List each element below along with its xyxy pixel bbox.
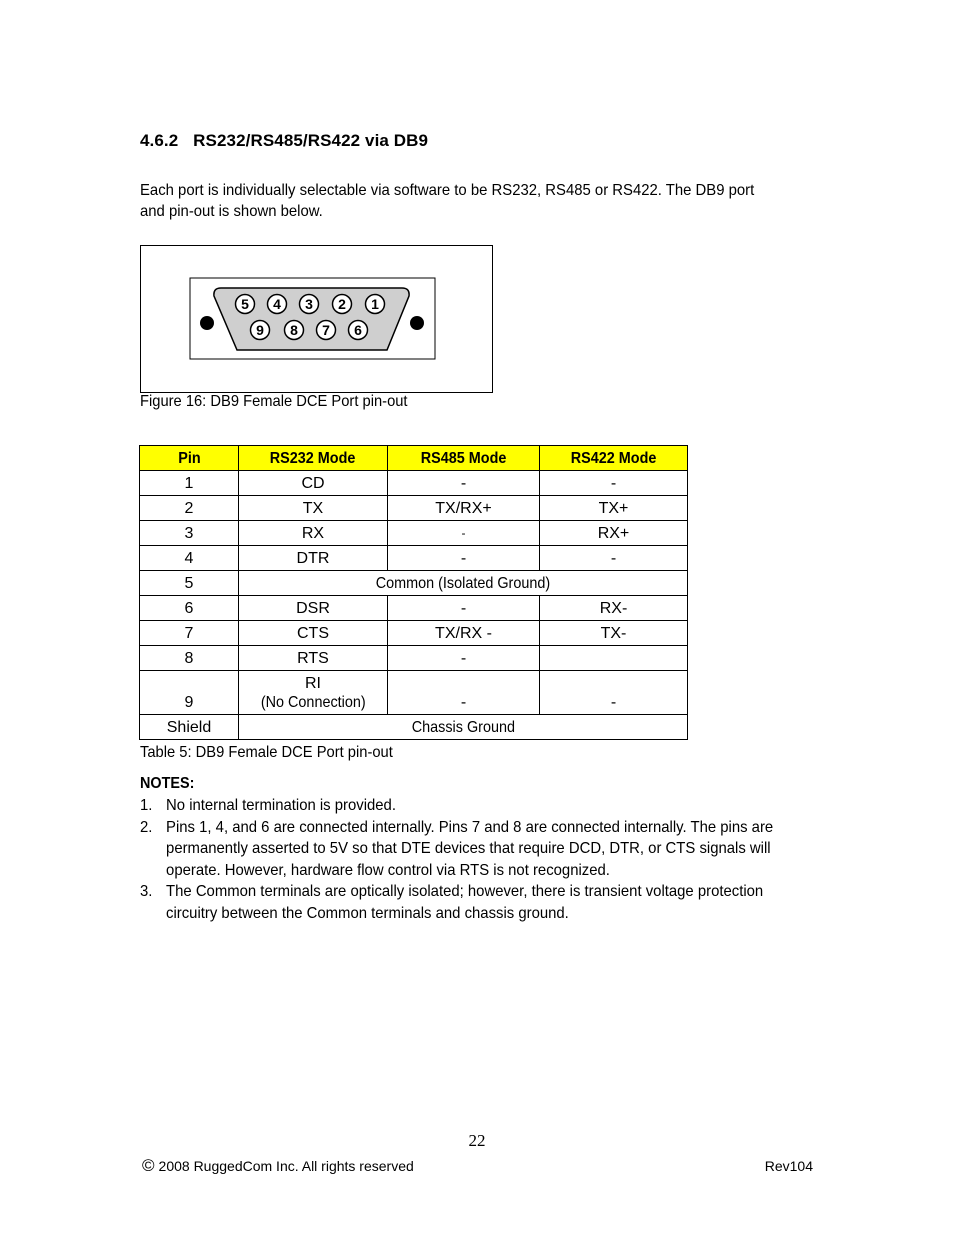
- cell: -: [388, 546, 540, 571]
- cell: DSR: [239, 596, 388, 621]
- intro-paragraph: Each port is individually selectable via software to be RS232, RS485 or RS422. The DB9 port and pin-out is shown below.: [140, 182, 755, 220]
- cell: 5: [140, 571, 239, 596]
- header-rs485: RS485 Mode: [388, 446, 540, 471]
- cell: RX+: [540, 521, 688, 546]
- cell: -: [388, 471, 540, 496]
- copyright-symbol: ©: [142, 1156, 155, 1175]
- cell: -: [540, 671, 688, 715]
- cell: 2: [140, 496, 239, 521]
- db9-figure: [140, 245, 493, 393]
- cell: Common (Isolated Ground): [239, 571, 688, 596]
- pin-4-label: 4: [273, 296, 281, 312]
- cell: TX+: [540, 496, 688, 521]
- cell: [540, 646, 688, 671]
- list-item: 2. Pins 1, 4, and 6 are connected internally. Pins 7 and 8 are connected internally. The pins are permanently asserted to 5V so that DTE devices that require DCD, DTR, or CTS signals will operate. However, hardware flow control via RTS is not recognized.: [140, 818, 774, 879]
- list-item: 1. No internal termination is provided.: [140, 797, 396, 814]
- cell: DTR: [239, 546, 388, 571]
- pinout-table: [139, 445, 688, 740]
- footer-copyright: [142, 1156, 414, 1176]
- table-row: [140, 546, 688, 571]
- table-caption: Table 5: DB9 Female DCE Port pin-out: [140, 744, 393, 761]
- cell: -: [388, 646, 540, 671]
- header-rs232: RS232 Mode: [239, 446, 388, 471]
- cell: -: [388, 596, 540, 621]
- pin-5-label: 5: [241, 296, 249, 312]
- table-row: [140, 671, 688, 715]
- cell: RX: [239, 521, 388, 546]
- list-item: 3. The Common terminals are optically isolated; however, there is transient voltage protection circuitry between the Common terminals and chassis ground.: [140, 883, 764, 922]
- footer-revision: Rev104: [764, 1158, 813, 1174]
- cell: RX-: [540, 596, 688, 621]
- cell-line: (No Connection): [260, 693, 366, 711]
- cell: Shield: [140, 715, 239, 740]
- cell: CD: [239, 471, 388, 496]
- pin-7-label: 7: [322, 322, 330, 338]
- pin-3-label: 3: [305, 296, 313, 312]
- cell: 9: [140, 671, 239, 715]
- cell: 6: [140, 596, 239, 621]
- section-heading: [140, 131, 428, 151]
- page-number: 22: [468, 1131, 486, 1150]
- cell: -: [540, 471, 688, 496]
- cell: 8: [140, 646, 239, 671]
- cell: 1: [140, 471, 239, 496]
- cell: -: [388, 671, 540, 715]
- table-row: [140, 496, 688, 521]
- cell: 7: [140, 621, 239, 646]
- table-row: [140, 621, 688, 646]
- pin-6-label: 6: [354, 322, 362, 338]
- table-row: [140, 646, 688, 671]
- section-title: RS232/RS485/RS422 via DB9: [193, 131, 429, 150]
- pin-2-label: 2: [338, 296, 346, 312]
- cell: 4: [140, 546, 239, 571]
- cell: -: [388, 521, 540, 546]
- cell-line: RI: [305, 674, 321, 692]
- table-row: [140, 715, 688, 740]
- cell: TX/RX+: [388, 496, 540, 521]
- right-screw-hole: [410, 316, 424, 330]
- cell: -: [540, 546, 688, 571]
- cell: RTS: [239, 646, 388, 671]
- table-header-row: [140, 446, 688, 471]
- db9-connector-diagram: [141, 246, 492, 392]
- header-rs422: RS422 Mode: [540, 446, 688, 471]
- pin-1-label: 1: [371, 296, 379, 312]
- table-row: [140, 571, 688, 596]
- table-row: [140, 596, 688, 621]
- cell: Chassis Ground: [239, 715, 688, 740]
- section-number: 4.6.2: [140, 131, 179, 150]
- table-row: [140, 521, 688, 546]
- cell: TX/RX -: [388, 621, 540, 646]
- cell: CTS: [239, 621, 388, 646]
- cell: 3: [140, 521, 239, 546]
- table-row: [140, 471, 688, 496]
- notes-list: [140, 795, 830, 924]
- cell: TX: [239, 496, 388, 521]
- notes-title: NOTES:: [140, 775, 195, 792]
- left-screw-hole: [200, 316, 214, 330]
- pin-9-label: 9: [256, 322, 264, 338]
- header-pin: Pin: [140, 446, 239, 471]
- cell: [239, 671, 388, 715]
- copyright-text: 2008 RuggedCom Inc. All rights reserved: [158, 1158, 414, 1174]
- cell: TX-: [540, 621, 688, 646]
- pin-8-label: 8: [290, 322, 298, 338]
- figure-caption: Figure 16: DB9 Female DCE Port pin-out: [140, 393, 408, 410]
